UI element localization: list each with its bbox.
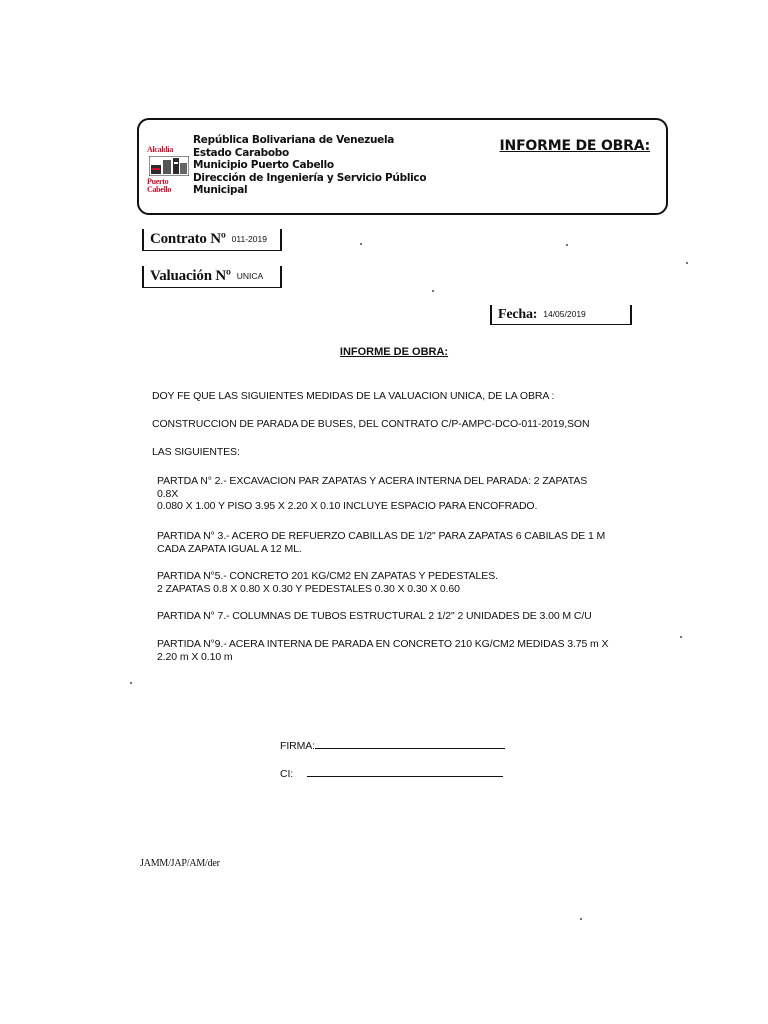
scan-speck bbox=[686, 262, 688, 264]
agency-line: Municipio Puerto Cabello bbox=[193, 159, 334, 171]
intro-line: DOY FE QUE LAS SIGUIENTES MEDIDAS DE LA VALUACION UNICA, DE LA OBRA : bbox=[152, 390, 555, 402]
scan-speck bbox=[580, 918, 582, 920]
partida-item bbox=[157, 530, 605, 555]
firma-signature-line bbox=[315, 738, 505, 749]
municipality-logo bbox=[147, 140, 193, 192]
partida-line: CADA ZAPATA IGUAL A 12 ML. bbox=[157, 542, 302, 555]
intro-line: CONSTRUCCION DE PARADA DE BUSES, DEL CONTRATO C/P-AMPC-DCO-011-2019,SON bbox=[152, 418, 590, 430]
agency-line: Dirección de Ingeniería y Servicio Público bbox=[193, 171, 427, 184]
agency-line: Municipal bbox=[193, 184, 248, 196]
partida-line: PARTDA N° 2.- EXCAVACION PAR ZAPATAS Y ACERA INTERNA DEL PARADA: 2 ZAPATAS bbox=[157, 475, 588, 487]
contrato-label: Contrato Nº bbox=[150, 231, 226, 247]
valuacion-value: UNICA bbox=[236, 270, 264, 281]
partida-line: PARTIDA N° 3.- ACERO DE REFUERZO CABILLAS DE 1/2" PARA ZAPATAS 6 CABILAS DE 1 M bbox=[157, 530, 606, 542]
fecha-value: 14/05/2019 bbox=[543, 308, 586, 319]
logo-bottom-text: Puerto Cabello bbox=[147, 177, 172, 194]
firma-label: FIRMA: bbox=[280, 740, 315, 752]
partida-line: 0.8X bbox=[157, 487, 179, 500]
valuacion-field bbox=[142, 266, 282, 288]
logo-top-text: Alcaldía bbox=[147, 145, 174, 154]
agency-line: República Bolivariana de Venezuela bbox=[193, 134, 395, 146]
contrato-value: 011-2019 bbox=[231, 233, 267, 244]
partida-item bbox=[157, 570, 498, 595]
partida-line: PARTIDA N°5.- CONCRETO 201 KG/CM2 EN ZAPATAS Y PEDESTALES. bbox=[157, 570, 498, 582]
valuacion-label: Valuación Nº bbox=[150, 268, 231, 284]
header-document-title: INFORME DE OBRA: bbox=[499, 138, 650, 154]
ci-label: CI: bbox=[280, 768, 294, 780]
partida-line: 0.080 X 1.00 Y PISO 3.95 X 2.20 X 0.10 INCLUYE ESPACIO PARA ENCOFRADO. bbox=[157, 500, 538, 512]
ci-row bbox=[280, 766, 503, 781]
partida-item bbox=[157, 475, 587, 513]
footer-initials: JAMM/JAP/AM/der bbox=[140, 858, 220, 869]
fecha-label: Fecha: bbox=[498, 306, 538, 322]
partida-item bbox=[157, 638, 608, 663]
logo-building-icon bbox=[149, 156, 189, 176]
letterhead bbox=[137, 118, 668, 215]
scan-speck bbox=[130, 682, 132, 684]
fecha-field bbox=[490, 305, 632, 325]
scan-speck bbox=[566, 244, 568, 246]
partida-line: PARTIDA N° 7.- COLUMNAS DE TUBOS ESTRUCTURAL 2 1/2" 2 UNIDADES DE 3.00 M C/U bbox=[157, 610, 592, 622]
partida-line: 2 ZAPATAS 0.8 X 0.80 X 0.30 Y PEDESTALES 0.30 X 0.30 X 0.60 bbox=[157, 582, 460, 595]
scan-speck bbox=[360, 243, 362, 245]
intro-line: LAS SIGUIENTES: bbox=[152, 446, 240, 458]
agency-name bbox=[193, 134, 426, 197]
partida-item bbox=[157, 610, 592, 623]
firma-row bbox=[280, 738, 505, 753]
partida-line: PARTIDA N°9.- ACERA INTERNA DE PARADA EN CONCRETO 210 KG/CM2 MEDIDAS 3.75 m X bbox=[157, 638, 609, 650]
ci-signature-line bbox=[307, 766, 503, 777]
partida-line: 2.20 m X 0.10 m bbox=[157, 650, 233, 663]
scan-speck bbox=[680, 636, 682, 638]
agency-line: Estado Carabobo bbox=[193, 146, 289, 159]
contrato-field bbox=[142, 229, 282, 251]
scan-speck bbox=[432, 290, 434, 292]
report-title: INFORME DE OBRA: bbox=[339, 346, 449, 358]
